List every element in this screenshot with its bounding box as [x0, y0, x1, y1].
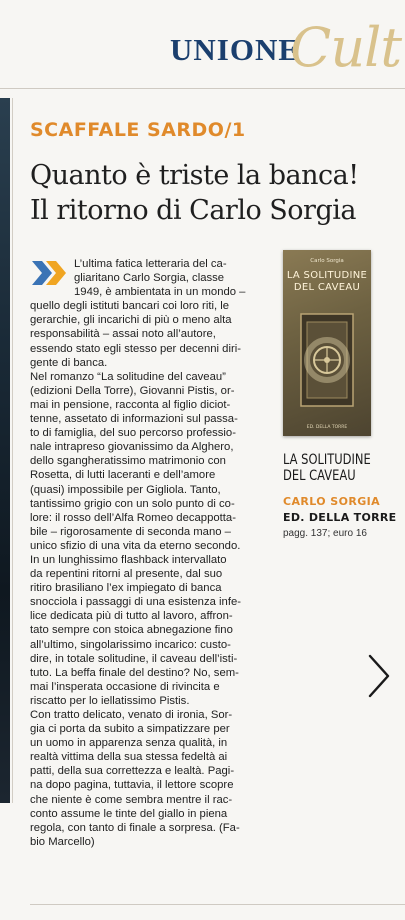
- body-line: gliaritano Carlo Sorgia, classe: [74, 272, 225, 285]
- brand-logo: [170, 16, 402, 79]
- column-divider: [12, 98, 13, 803]
- body-line: Nel romanzo “La solitudine del caveau”: [30, 370, 226, 383]
- body-line: L’ultima fatica letteraria del ca-: [74, 258, 227, 270]
- brand-secondary: Cult: [290, 16, 402, 79]
- body-line: dire, in totale solitudine, il caveau dell’isti-: [30, 652, 238, 665]
- cover-title: [285, 270, 369, 294]
- section-kicker: SCAFFALE SARDO/1: [30, 119, 246, 141]
- article-body: [30, 257, 266, 849]
- headline-line-1: Quanto è triste la banca!: [30, 160, 359, 191]
- book-title-line-2: DEL CAVEAU: [283, 468, 356, 484]
- body-line: da repentini ritorni al presente, dal suo: [30, 568, 223, 581]
- body-line: tantissimo grigio con un solo punto di co-: [30, 497, 235, 510]
- book-title: [283, 452, 373, 484]
- body-line: Con tratto delicato, venato di ironia, Sor-: [30, 709, 233, 721]
- body-line: na dopo pagina, tuttavia, il lettore scopre: [30, 779, 234, 792]
- body-line: mai in pensione, racconta al figlio diciot-: [30, 398, 231, 411]
- chevron-right-icon[interactable]: [360, 650, 396, 702]
- body-line: quello degli istituti bancari coi loro riti, le: [30, 300, 230, 313]
- body-line: bio Marcello): [30, 835, 95, 848]
- body-line: responsabilità – assai noto all’autore,: [30, 328, 216, 341]
- body-line: tuto. La beffa finale del destino? No, sem-: [30, 666, 239, 679]
- cover-title-line-1: LA SOLITUDINE: [286, 270, 368, 281]
- masthead: [0, 0, 405, 95]
- body-line: che niente è come sembra mentre il rac-: [30, 793, 233, 806]
- body-line: riscatto per lo iellatissimo Pistis.: [30, 694, 190, 707]
- body-line: conto assume le tinte del giallo in piena: [30, 807, 228, 820]
- body-line: dello sgangheratissimo matrimonio con: [30, 455, 226, 468]
- body-line: all’ultimo, singolarissimo incarico: custo-: [30, 638, 231, 651]
- body-line: gente di banca.: [30, 356, 108, 369]
- body-line: unico sfizio di una vita da eterno secondo.: [30, 539, 241, 552]
- body-line: 1949, è ambientata in un mondo –: [74, 286, 246, 299]
- body-line: to di famiglia, del suo percorso professio-: [30, 427, 236, 440]
- vault-door-illustration: [297, 310, 357, 410]
- body-line: gia ci porta da subito a simpatizzare per: [30, 723, 230, 736]
- body-line: mai l’insperata occasione di rivincita e: [30, 680, 220, 693]
- body-line: snocciola i passaggi di una esistenza infe-: [30, 596, 242, 609]
- body-line: tato sempre con stoica abnegazione fino: [30, 624, 233, 637]
- body-line: regola, con tanto di finale a sorpresa. (Fa-: [30, 821, 240, 834]
- masthead-divider: [0, 88, 405, 89]
- book-details: pagg. 137; euro 16: [283, 528, 367, 539]
- cover-title-line-2: DEL CAVEAU: [293, 282, 361, 293]
- body-line: un uomo in apparenza senza qualità, in: [30, 737, 228, 750]
- adjacent-page-photo: [0, 98, 10, 803]
- cover-publisher: ED. DELLA TORRE: [306, 425, 348, 430]
- cover-author: Carlo Sorgia: [310, 258, 344, 264]
- book-publisher: ED. DELLA TORRE: [283, 511, 397, 524]
- book-title-line-1: LA SOLITUDINE: [283, 452, 371, 468]
- book-cover: [283, 250, 371, 436]
- body-line: lice dedicata più di tutto al lavoro, affron-: [30, 610, 233, 623]
- body-line: essendo stato egli stesso per decenni diri-: [30, 342, 241, 355]
- body-line: bile – rigorosamente di seconda mano –: [30, 525, 231, 538]
- body-line: (quasi) impossibile per Gigliola. Tanto,: [30, 483, 221, 496]
- body-line: patti, della sua correttezza e lealtà. Pagi-: [30, 765, 235, 778]
- body-line: nale intrapreso giovanissimo da Alghero,: [30, 441, 234, 454]
- book-author: CARLO SORGIA: [283, 495, 381, 508]
- headline-line-2: Il ritorno di Carlo Sorgia: [30, 195, 356, 226]
- body-line: (edizioni Della Torre), Giovanni Pistis, or-: [30, 384, 235, 397]
- body-line: gerarchie, gli incarichi di più o meno alta: [30, 314, 232, 327]
- brand-primary: UNIONE: [170, 32, 301, 67]
- body-line: Rosetta, di lutti laceranti e dell’amore: [30, 469, 216, 482]
- body-line: In un lunghissimo flashback intervallato: [30, 553, 227, 566]
- body-line: lore: il rosso dell’Alfa Romeo decappotta-: [30, 511, 236, 524]
- body-line: realtà vittima della sua stessa fedeltà ai: [30, 751, 228, 764]
- body-line: tenne, assetato di informazioni sul passa-: [30, 413, 238, 426]
- headline: [30, 158, 400, 228]
- body-line: ritiro brasiliano l’ex impiegato di banca: [30, 582, 222, 595]
- bottom-divider: [30, 904, 405, 905]
